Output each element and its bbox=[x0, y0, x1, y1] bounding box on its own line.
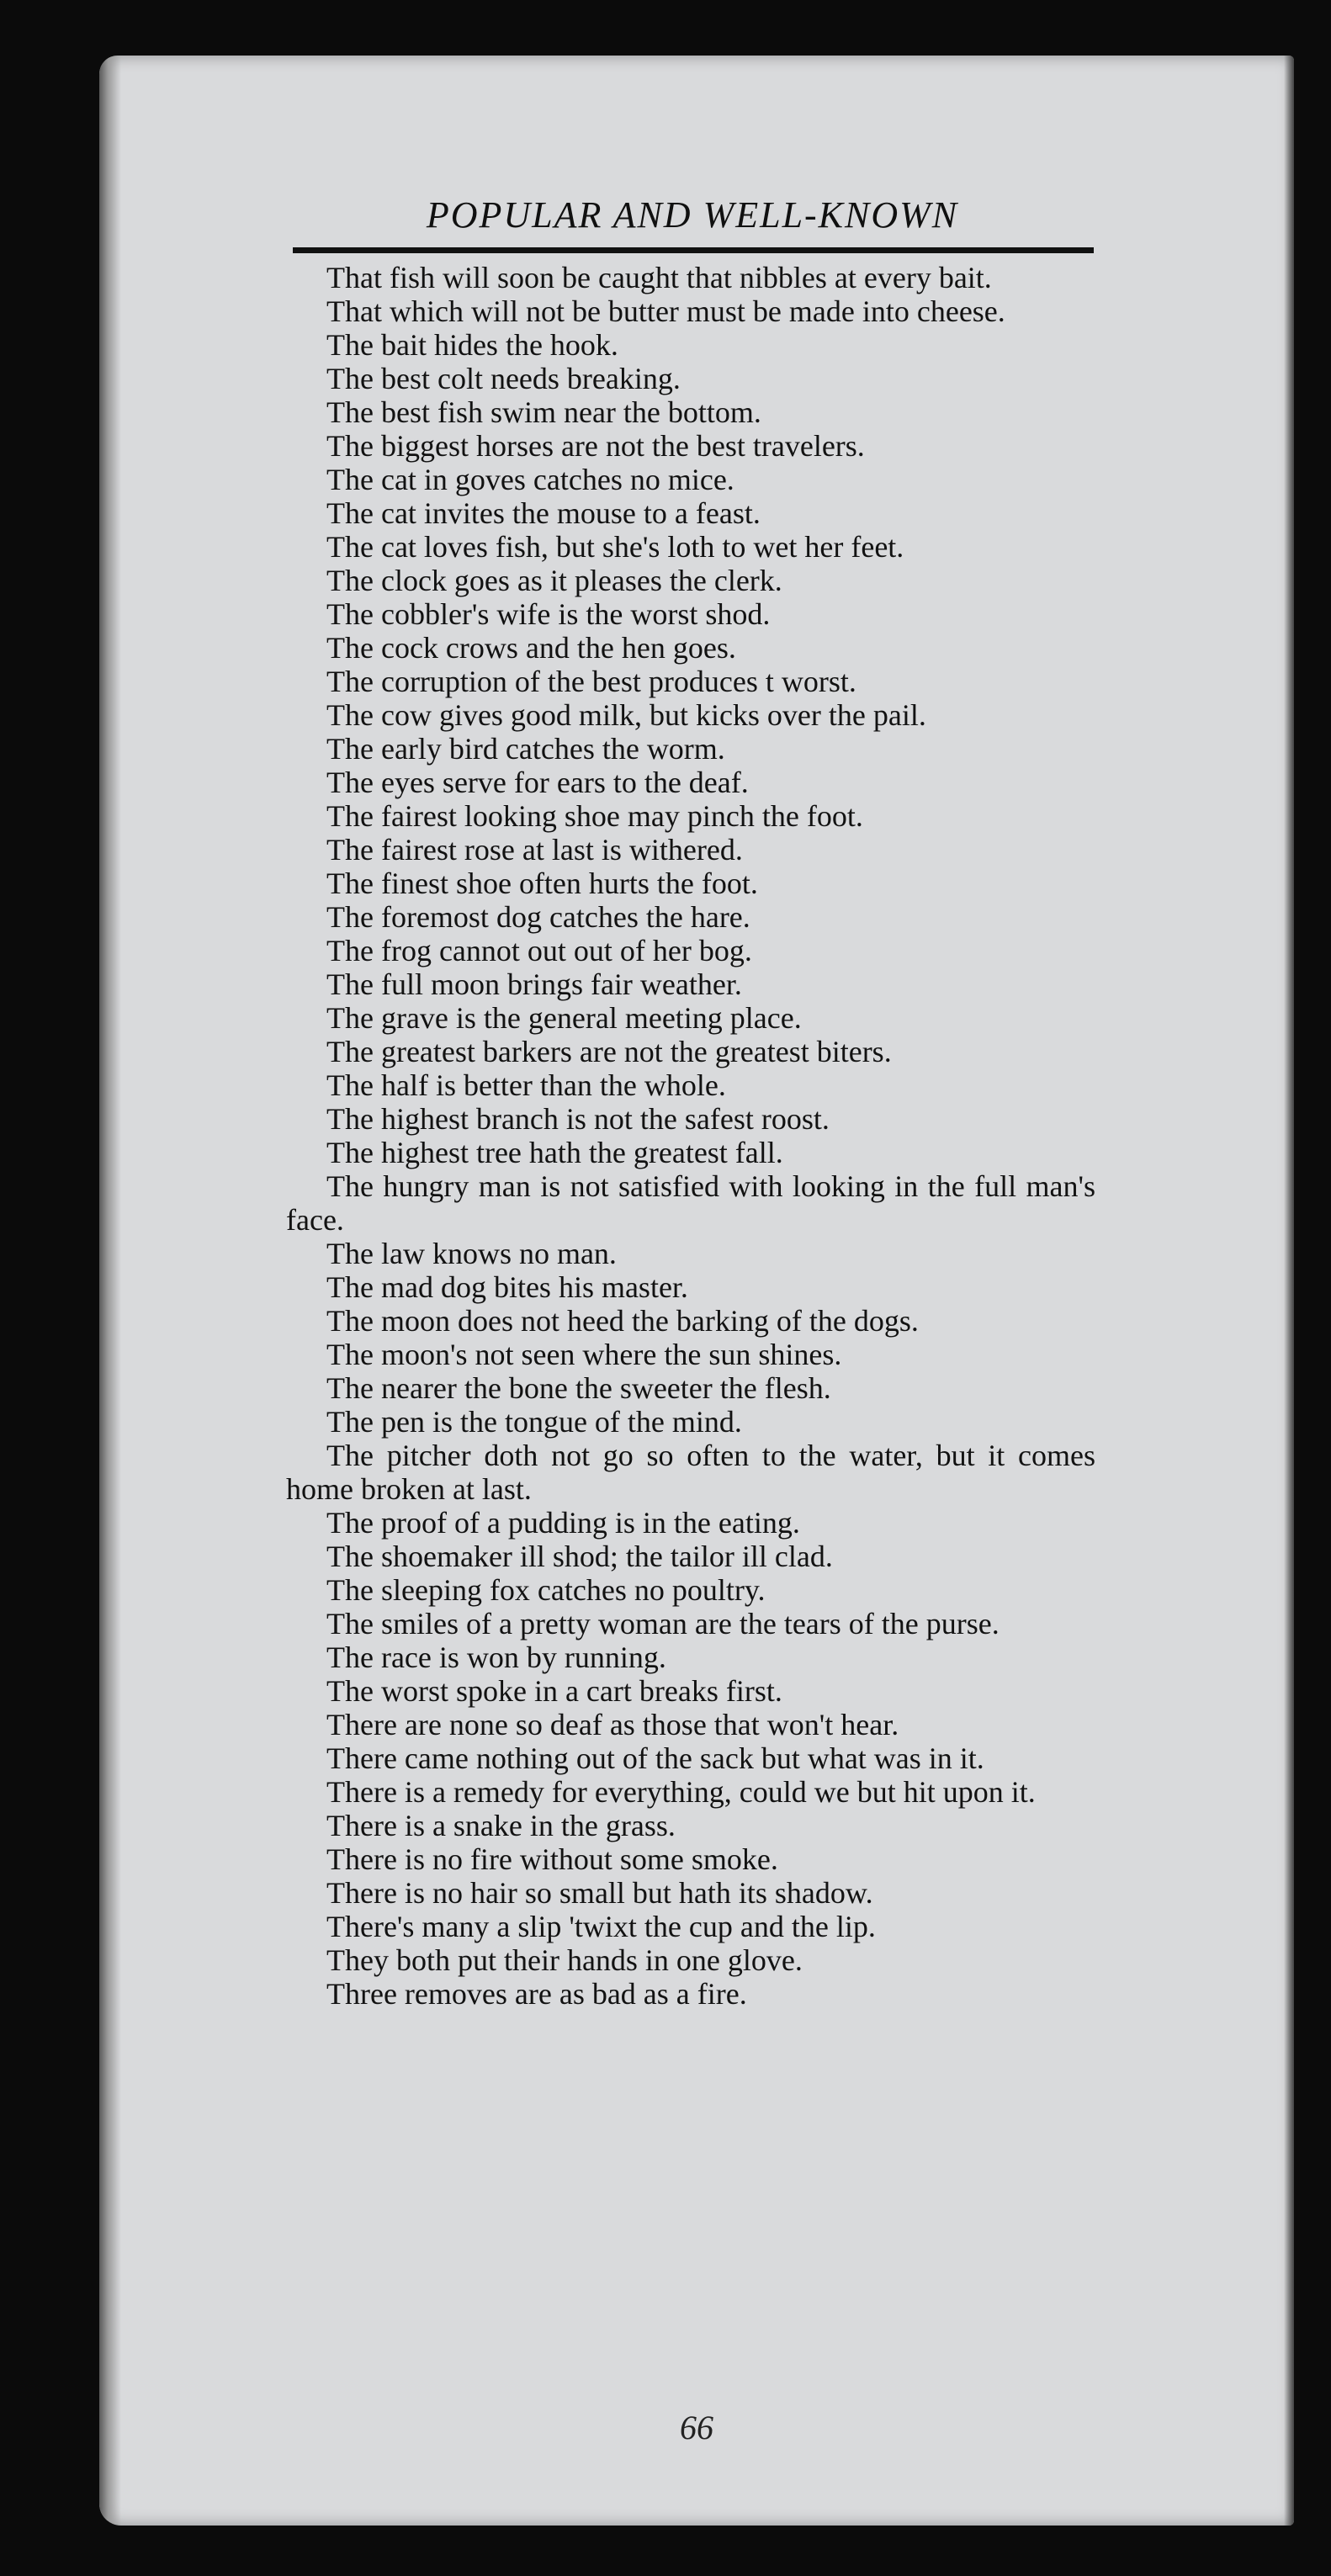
header-rule bbox=[293, 247, 1094, 253]
proverb-item: The cat loves fish, but she's loth to wet her feet. bbox=[326, 530, 904, 564]
proverb-item: There's many a slip 'twixt the cup and the lip. bbox=[326, 1910, 876, 1943]
proverb-item: The worst spoke in a cart breaks first. bbox=[326, 1674, 782, 1708]
proverb-item: There is no fire without some smoke. bbox=[326, 1842, 778, 1876]
proverb-item: The highest branch is not the safest roost. bbox=[326, 1102, 830, 1136]
proverb-item: The moon's not seen where the sun shines. bbox=[326, 1338, 842, 1371]
running-header: POPULAR AND WELL-KNOWN bbox=[426, 194, 959, 236]
proverb-item: The finest shoe often hurts the foot. bbox=[326, 867, 758, 900]
proverb-item: The best colt needs breaking. bbox=[326, 362, 681, 395]
proverb-item: The full moon brings fair weather. bbox=[326, 967, 742, 1001]
proverb-item: The moon does not heed the barking of the dogs. bbox=[326, 1304, 919, 1338]
proverb-item: The law knows no man. bbox=[326, 1237, 617, 1270]
proverb-item: The foremost dog catches the hare. bbox=[326, 900, 750, 934]
proverb-item: The frog cannot out out of her bog. bbox=[326, 934, 752, 967]
proverb-item: The cock crows and the hen goes. bbox=[326, 631, 736, 665]
proverb-item: The eyes serve for ears to the deaf. bbox=[326, 766, 749, 799]
proverb-item: The highest tree hath the greatest fall. bbox=[326, 1136, 783, 1169]
proverb-item: The corruption of the best produces t worst. bbox=[326, 665, 856, 698]
proverb-item: The fairest looking shoe may pinch the foot. bbox=[326, 799, 863, 833]
proverb-item: Three removes are as bad as a fire. bbox=[326, 1977, 747, 2011]
proverb-item: The bait hides the hook. bbox=[326, 328, 618, 362]
proverb-item: They both put their hands in one glove. bbox=[326, 1943, 803, 1977]
proverb-list bbox=[286, 261, 1095, 2011]
proverb-item: The mad dog bites his master. bbox=[326, 1270, 688, 1304]
proverb-item: The cat invites the mouse to a feast. bbox=[326, 496, 761, 530]
proverb-item: There is a remedy for everything, could we but hit upon it. bbox=[326, 1775, 1036, 1809]
proverb-item: There came nothing out of the sack but what was in it. bbox=[326, 1741, 984, 1775]
proverb-item: The cow gives good milk, but kicks over the pail. bbox=[326, 698, 926, 732]
proverb-item: The fairest rose at last is withered. bbox=[326, 833, 743, 867]
proverb-item: The smiles of a pretty woman are the tears of the purse. bbox=[326, 1607, 1000, 1640]
page-number: 66 bbox=[680, 2409, 713, 2446]
proverb-item: The race is won by running. bbox=[326, 1640, 666, 1674]
proverb-item: There is a snake in the grass. bbox=[326, 1809, 676, 1842]
proverb-item: The best fish swim near the bottom. bbox=[326, 395, 761, 429]
proverb-item: That which will not be butter must be made into cheese. bbox=[326, 294, 1005, 328]
proverb-item: The biggest horses are not the best travelers. bbox=[326, 429, 865, 463]
proverb-item: There are none so deaf as those that won't hear. bbox=[326, 1708, 899, 1741]
proverb-item: The cat in goves catches no mice. bbox=[326, 463, 734, 496]
proverb-item: The grave is the general meeting place. bbox=[326, 1001, 802, 1035]
proverb-item: The greatest barkers are not the greatest biters. bbox=[326, 1035, 892, 1068]
proverb-item: The half is better than the whole. bbox=[326, 1068, 726, 1102]
proverb-item: The pitcher doth not go so often to the water, but it comes home broken at last. bbox=[286, 1439, 1095, 1506]
proverb-item: The cobbler's wife is the worst shod. bbox=[326, 597, 771, 631]
proverb-item: The pen is the tongue of the mind. bbox=[326, 1405, 742, 1439]
proverb-item: The hungry man is not satisfied with looking in the full man's face. bbox=[286, 1169, 1095, 1237]
proverb-item: The nearer the bone the sweeter the flesh. bbox=[326, 1371, 831, 1405]
proverb-item: There is no hair so small but hath its shadow. bbox=[326, 1876, 873, 1910]
proverb-item: The sleeping fox catches no poultry. bbox=[326, 1573, 766, 1607]
proverb-item: The clock goes as it pleases the clerk. bbox=[326, 564, 782, 597]
book-page bbox=[99, 56, 1294, 2526]
proverb-item: The early bird catches the worm. bbox=[326, 732, 725, 766]
proverb-item: The shoemaker ill shod; the tailor ill clad. bbox=[326, 1540, 833, 1573]
proverb-item: That fish will soon be caught that nibbles at every bait. bbox=[326, 261, 992, 294]
proverb-item: The proof of a pudding is in the eating. bbox=[326, 1506, 800, 1540]
